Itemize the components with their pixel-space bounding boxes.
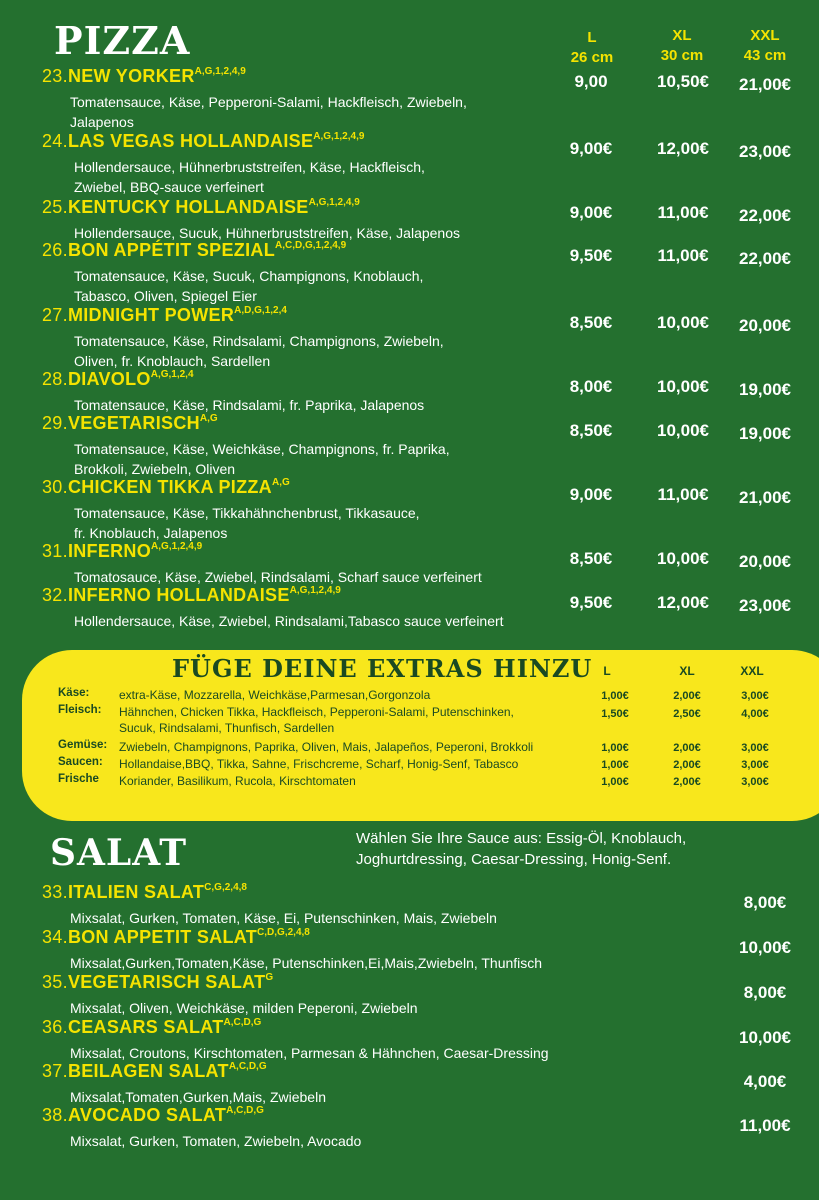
allergen-codes: A,G,1,2,4,9	[194, 66, 246, 77]
price-xxl: 21,00€	[739, 488, 791, 507]
allergen-codes: A,G	[199, 413, 218, 424]
allergen-codes: C,G,2,4,8	[204, 882, 247, 893]
allergen-codes: A,G,1,2,4,9	[151, 541, 203, 552]
item-title: VEGETARISCH	[67, 413, 200, 433]
price-l: 8,00€	[569, 377, 613, 396]
salat-price: 10,00€	[739, 938, 791, 957]
item-title: NEW YORKER	[67, 66, 195, 86]
price-xxl: 23,00€	[739, 596, 791, 615]
extras-size-xxl: XXL	[740, 664, 764, 678]
item-title: CHICKEN TIKKA PIZZA	[67, 477, 272, 497]
extras-price-l: 1,50€	[601, 708, 629, 720]
description-line: Tomatosauce, Käse, Zwiebel, Rindsalami, Scharf sauce verfeinert	[74, 569, 482, 585]
price-xxl: 22,00€	[739, 249, 791, 268]
extras-items-line: Koriander, Basilikum, Rucola, Kirschtomaten	[119, 774, 356, 788]
extras-price-xl: 2,00€	[673, 759, 701, 771]
price-l: 9,00€	[569, 139, 613, 158]
pizza-item-description	[70, 92, 467, 132]
item-title: BON APPÉTIT SPEZIAL	[67, 240, 275, 260]
sauce-note-line: Wählen Sie Ihre Sauce aus: Essig-Öl, Knoblauch,	[356, 830, 687, 847]
pizza-item-description	[74, 503, 420, 543]
allergen-codes: A,G,1,2,4	[150, 369, 194, 380]
description-line: Tabasco, Oliven, Spiegel Eier	[74, 288, 257, 304]
price-xxl: 20,00€	[739, 316, 791, 335]
salat-item-name	[42, 972, 273, 993]
description-line: Tomatensauce, Käse, Pepperoni-Salami, Hackfleisch, Zwiebeln,	[70, 94, 467, 110]
price-xxl: 19,00€	[739, 380, 791, 399]
extras-price-xxl: 3,00€	[741, 776, 769, 788]
description-line: Hollendersauce, Hühnerbruststreifen, Käse, Hackfleisch,	[74, 159, 425, 175]
extras-price-xxl: 3,00€	[741, 759, 769, 771]
item-number: 36.	[42, 1017, 68, 1037]
salat-item-name	[42, 1061, 267, 1082]
salat-item-description: Mixsalat, Gurken, Tomaten, Zwiebeln, Avocado	[70, 1133, 362, 1149]
extras-price-xl: 2,50€	[673, 708, 701, 720]
item-number: 30.	[42, 477, 68, 497]
salat-item-description: Mixsalat, Croutons, Kirschtomaten, Parmesan & Hähnchen, Caesar-Dressing	[70, 1045, 549, 1061]
extras-price-xl: 2,00€	[673, 742, 701, 754]
allergen-codes: A,G,1,2,4,9	[313, 131, 365, 142]
pizza-item-description	[74, 395, 424, 415]
item-title: BON APPETIT SALAT	[67, 927, 258, 947]
item-title: KENTUCKY HOLLANDAISE	[67, 197, 309, 217]
price-l: 8,50€	[569, 421, 613, 440]
price-xl: 10,00€	[657, 377, 709, 396]
extras-items-line: Sucuk, Rindsalami, Thunfisch, Sardellen	[119, 721, 335, 735]
item-title: ITALIEN SALAT	[67, 882, 205, 902]
size-label: XXL	[750, 27, 780, 44]
pizza-item-name	[42, 369, 194, 390]
price-xxl: 22,00€	[739, 206, 791, 225]
salat-item-name	[42, 1105, 264, 1126]
item-number: 35.	[42, 972, 68, 992]
allergen-codes: A,G,1,2,4,9	[308, 197, 360, 208]
salat-section-title: SALAT	[50, 832, 187, 874]
pizza-item-name	[42, 66, 246, 87]
extras-items	[119, 687, 599, 703]
pizza-item-description	[74, 439, 450, 479]
description-line: Oliven, fr. Knoblauch, Sardellen	[74, 353, 271, 369]
sauce-note	[356, 828, 686, 870]
description-line: Tomatensauce, Käse, Weichkäse, Champignons, fr. Paprika,	[74, 441, 450, 457]
item-number: 34.	[42, 927, 68, 947]
price-l: 9,50€	[569, 593, 613, 612]
salat-price: 4,00€	[743, 1072, 787, 1091]
description-line: Jalapenos	[70, 114, 134, 130]
extras-items	[119, 739, 599, 755]
item-title: INFERNO	[67, 541, 152, 561]
salat-item-description: Mixsalat,Tomaten,Gurken,Mais, Zwiebeln	[70, 1089, 326, 1105]
extras-price-xxl: 3,00€	[741, 690, 769, 702]
description-line: Brokkoli, Zwiebeln, Oliven	[74, 461, 236, 477]
extras-items	[119, 704, 599, 736]
salat-item-name	[42, 927, 310, 948]
extras-price-l: 1,00€	[601, 742, 629, 754]
salat-price: 8,00€	[743, 983, 787, 1002]
item-title: LAS VEGAS HOLLANDAISE	[67, 131, 314, 151]
allergen-codes: A,C,D,G	[226, 1105, 264, 1116]
pizza-item-description	[74, 266, 423, 306]
allergen-codes: A,C,D,G	[228, 1061, 267, 1072]
item-number: 33.	[42, 882, 68, 902]
salat-price: 8,00€	[743, 893, 787, 912]
item-title: MIDNIGHT POWER	[67, 305, 235, 325]
price-xl: 11,00€	[657, 203, 709, 222]
pizza-item-name	[42, 131, 364, 152]
item-number: 38.	[42, 1105, 68, 1125]
size-header-xl	[642, 26, 722, 66]
price-l: 9,00€	[569, 485, 613, 504]
extras-category: Fleisch:	[58, 704, 102, 716]
price-l: 9,00€	[569, 203, 613, 222]
extras-size-l: L	[603, 664, 611, 678]
extras-size-xl: XL	[679, 664, 695, 678]
sauce-note-line: Joghurtdressing, Caesar-Dressing, Honig-Senf.	[356, 851, 672, 868]
extras-items-line: Hollandaise,BBQ, Tikka, Sahne, Frischcreme, Scharf, Honig-Senf, Tabasco	[119, 757, 519, 771]
item-title: DIAVOLO	[67, 369, 151, 389]
extras-category: Gemüse:	[58, 739, 108, 751]
item-number: 29.	[42, 413, 68, 433]
pizza-item-description	[74, 157, 425, 197]
item-title: BEILAGEN SALAT	[67, 1061, 229, 1081]
extras-items-line: Zwiebeln, Champignons, Paprika, Oliven, Mais, Jalapeños, Peperoni, Brokkoli	[119, 740, 534, 754]
allergen-codes: A,C,D,G	[223, 1017, 262, 1028]
allergen-codes: C,D,G,2,4,8	[257, 927, 310, 938]
price-l: 8,50€	[569, 549, 613, 568]
size-sub: 30 cm	[660, 47, 704, 64]
price-xxl: 21,00€	[739, 75, 791, 94]
extras-price-xxl: 3,00€	[741, 742, 769, 754]
allergen-codes: G	[265, 972, 274, 983]
size-label: L	[587, 29, 597, 46]
description-line: Hollendersauce, Käse, Zwiebel, Rindsalami,Tabasco sauce verfeinert	[74, 613, 504, 629]
extras-category: Frische	[58, 773, 99, 785]
pizza-item-name	[42, 541, 202, 562]
price-xl: 12,00€	[657, 593, 709, 612]
description-line: Hollendersauce, Sucuk, Hühnerbruststreifen, Käse, Jalapenos	[74, 225, 460, 241]
extras-price-l: 1,00€	[601, 690, 629, 702]
size-label: XL	[672, 27, 692, 44]
pizza-section-title: PIZZA	[54, 18, 191, 63]
pizza-item-name	[42, 413, 218, 434]
extras-category: Saucen:	[58, 756, 103, 768]
price-xl: 11,00€	[657, 485, 709, 504]
item-number: 37.	[42, 1061, 68, 1081]
extras-items-line: extra-Käse, Mozzarella, Weichkäse,Parmesan,Gorgonzola	[119, 688, 431, 702]
salat-item-description: Mixsalat,Gurken,Tomaten,Käse, Putenschinken,Ei,Mais,Zwiebeln, Thunfisch	[70, 955, 543, 971]
extras-items	[119, 756, 599, 772]
size-sub: 26 cm	[570, 49, 614, 66]
item-title: AVOCADO SALAT	[67, 1105, 227, 1125]
item-number: 32.	[42, 585, 68, 605]
price-xl: 10,50€	[657, 72, 709, 91]
price-xl: 10,00€	[657, 549, 709, 568]
extras-category: Käse:	[58, 687, 90, 699]
size-header-xxl	[725, 26, 805, 66]
pizza-item-name	[42, 305, 287, 326]
extras-items	[119, 773, 599, 789]
price-l: 9,50€	[569, 246, 613, 265]
description-line: Tomatensauce, Käse, Sucuk, Champignons, Knoblauch,	[74, 268, 424, 284]
price-xl: 10,00€	[657, 313, 709, 332]
size-sub: 43 cm	[743, 47, 787, 64]
description-line: Tomatensauce, Käse, Rindsalami, fr. Paprika, Jalapenos	[74, 397, 425, 413]
description-line: Tomatensauce, Käse, Tikkahähnchenbrust, Tikkasauce,	[74, 505, 420, 521]
salat-item-name	[42, 1017, 261, 1038]
salat-item-name	[42, 882, 247, 903]
pizza-item-name	[42, 240, 346, 261]
description-line: fr. Knoblauch, Jalapenos	[74, 525, 228, 541]
extras-price-l: 1,00€	[601, 776, 629, 788]
description-line: Zwiebel, BBQ-sauce verfeinert	[74, 179, 264, 195]
price-xl: 11,00€	[657, 246, 709, 265]
pizza-item-name	[42, 477, 290, 498]
item-number: 26.	[42, 240, 68, 260]
item-number: 31.	[42, 541, 68, 561]
price-l: 9,00	[574, 72, 608, 91]
salat-item-description: Mixsalat, Oliven, Weichkäse, milden Peperoni, Zwiebeln	[70, 1000, 418, 1016]
pizza-item-description	[74, 611, 504, 631]
extras-price-l: 1,00€	[601, 759, 629, 771]
item-number: 28.	[42, 369, 68, 389]
item-number: 25.	[42, 197, 68, 217]
item-number: 27.	[42, 305, 68, 325]
allergen-codes: A,G,1,2,4,9	[289, 585, 341, 596]
item-number: 24.	[42, 131, 68, 151]
salat-item-description: Mixsalat, Gurken, Tomaten, Käse, Ei, Putenschinken, Mais, Zwiebeln	[70, 910, 497, 926]
price-xxl: 23,00€	[739, 142, 791, 161]
price-xl: 10,00€	[657, 421, 709, 440]
price-l: 8,50€	[569, 313, 613, 332]
price-xxl: 20,00€	[739, 552, 791, 571]
pizza-item-name	[42, 585, 341, 606]
size-header-l	[552, 28, 632, 68]
extras-price-xl: 2,00€	[673, 776, 701, 788]
item-title: CEASARS SALAT	[67, 1017, 224, 1037]
extras-title: FÜGE DEINE EXTRAS HINZU	[172, 654, 593, 683]
pizza-item-description	[74, 567, 482, 587]
allergen-codes: A,C,D,G,1,2,4,9	[275, 240, 347, 251]
description-line: Tomatensauce, Käse, Rindsalami, Champignons, Zwiebeln,	[74, 333, 444, 349]
extras-price-xxl: 4,00€	[741, 708, 769, 720]
price-xl: 12,00€	[657, 139, 709, 158]
item-number: 23.	[42, 66, 68, 86]
extras-items-line: Hähnchen, Chicken Tikka, Hackfleisch, Pepperoni-Salami, Putenschinken,	[119, 705, 514, 719]
allergen-codes: A,D,G,1,2,4	[234, 305, 287, 316]
item-title: INFERNO HOLLANDAISE	[67, 585, 290, 605]
pizza-item-description	[74, 331, 444, 371]
allergen-codes: A,G	[271, 477, 290, 488]
salat-price: 10,00€	[739, 1028, 791, 1047]
extras-price-xl: 2,00€	[673, 690, 701, 702]
item-title: VEGETARISCH SALAT	[67, 972, 266, 992]
price-xxl: 19,00€	[739, 424, 791, 443]
salat-price: 11,00€	[739, 1116, 791, 1135]
pizza-item-name	[42, 197, 360, 218]
